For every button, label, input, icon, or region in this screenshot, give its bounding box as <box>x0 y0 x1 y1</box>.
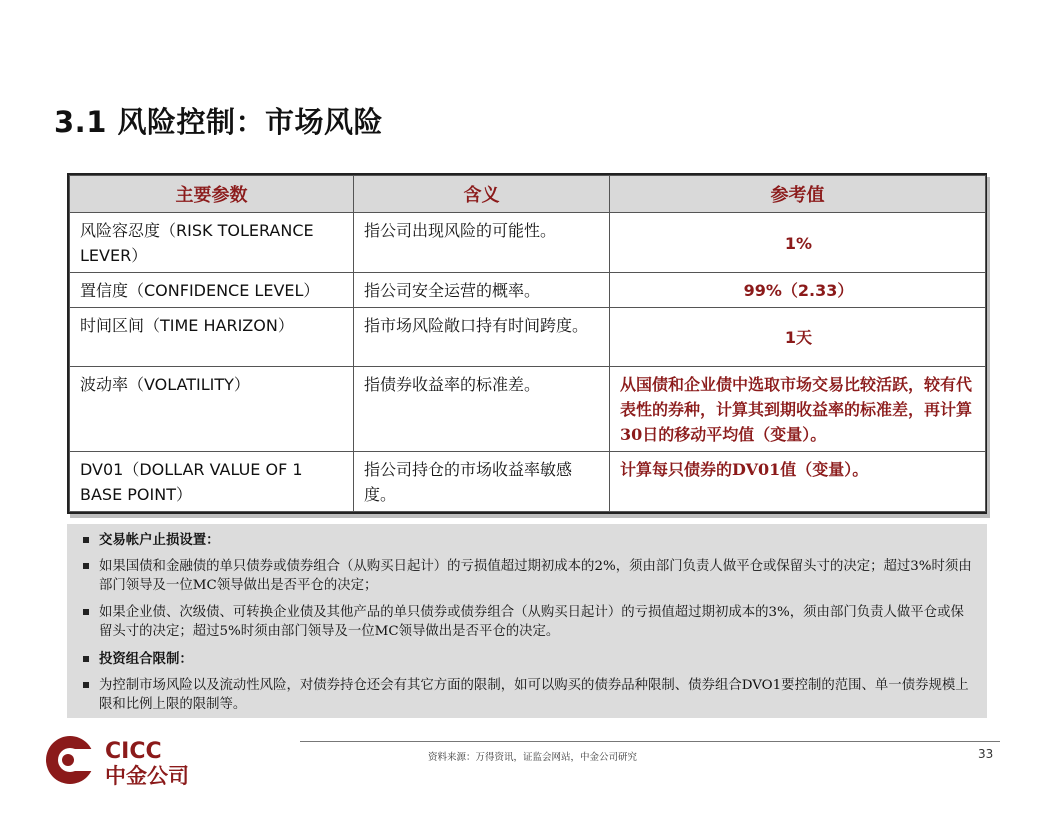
notes-panel <box>67 524 987 718</box>
note-item: 为控制市场风险以及流动性风险，对债券持仓还会有其它方面的限制，如可以购买的债券品种限制、债券组合DVO1要控制的范围、单一债券规模上限和比例上限的限制等。 <box>83 676 973 714</box>
header-value: 参考值 <box>610 176 986 213</box>
meaning-cell: 指公司持仓的市场收益率敏感度。 <box>354 452 610 512</box>
bullet-square-icon <box>83 656 89 662</box>
table-header-row <box>70 176 986 213</box>
note-heading-stop-loss: 交易帐户止损设置： <box>83 531 973 550</box>
header-meaning: 含义 <box>354 176 610 213</box>
bullet-square-icon <box>83 609 89 615</box>
note-heading-portfolio: 投资组合限制： <box>83 650 973 669</box>
note-item: 如果国债和金融债的单只债券或债券组合（从购买日起计）的亏损值超过期初成本的2%，须由部门负责人做平仓或保留头寸的决定；超过3%时须由部门领导及一位MC领导做出是否平仓的决定； <box>83 557 973 595</box>
meaning-cell: 指公司安全运营的概率。 <box>354 273 610 308</box>
table-row <box>70 367 986 452</box>
param-cell: 波动率（VOLATILITY） <box>70 367 354 452</box>
value-cell: 1% <box>610 213 986 273</box>
param-cell: 时间区间（TIME HARIZON） <box>70 308 354 367</box>
value-cell: 99%（2.33） <box>610 273 986 308</box>
param-cell: 风险容忍度（RISK TOLERANCE LEVER） <box>70 213 354 273</box>
footer-divider <box>300 741 1000 742</box>
logo-text-en: CICC <box>105 739 162 764</box>
bullet-square-icon <box>83 682 89 688</box>
page-number: 33 <box>978 747 994 761</box>
value-cell: 1天 <box>610 308 986 367</box>
table-row <box>70 273 986 308</box>
param-cell: 置信度（CONFIDENCE LEVEL） <box>70 273 354 308</box>
bullet-square-icon <box>83 537 89 543</box>
value-cell: 从国债和企业债中选取市场交易比较活跃，较有代表性的券种，计算其到期收益率的标准差，再计算30日的移动平均值（变量）。 <box>610 367 986 452</box>
table-row <box>70 452 986 512</box>
logo-text-cn: 中金公司 <box>105 764 189 788</box>
meaning-cell: 指市场风险敞口持有时间跨度。 <box>354 308 610 367</box>
table-row <box>70 213 986 273</box>
cicc-logo <box>43 733 193 789</box>
value-cell: 计算每只债券的DV01值（变量）。 <box>610 452 986 512</box>
table-row <box>70 308 986 367</box>
note-item: 如果企业债、次级债、可转换企业债及其他产品的单只债券或债券组合（从购买日起计）的亏损值超过期初成本的3%，须由部门负责人做平仓或保留头寸的决定；超过5%时须由部门领导及一位MC领导做出是否平仓的决定。 <box>83 603 973 641</box>
meaning-cell: 指债券收益率的标准差。 <box>354 367 610 452</box>
meaning-cell: 指公司出现风险的可能性。 <box>354 213 610 273</box>
page-title: 3.1 风险控制：市场风险 <box>54 105 383 139</box>
source-note: 资料来源：万得资讯，证监会网站，中金公司研究 <box>428 752 638 763</box>
param-cell: DV01（DOLLAR VALUE OF 1 BASE POINT） <box>70 452 354 512</box>
header-param: 主要参数 <box>70 176 354 213</box>
parameters-table <box>67 173 987 514</box>
bullet-square-icon <box>83 563 89 569</box>
